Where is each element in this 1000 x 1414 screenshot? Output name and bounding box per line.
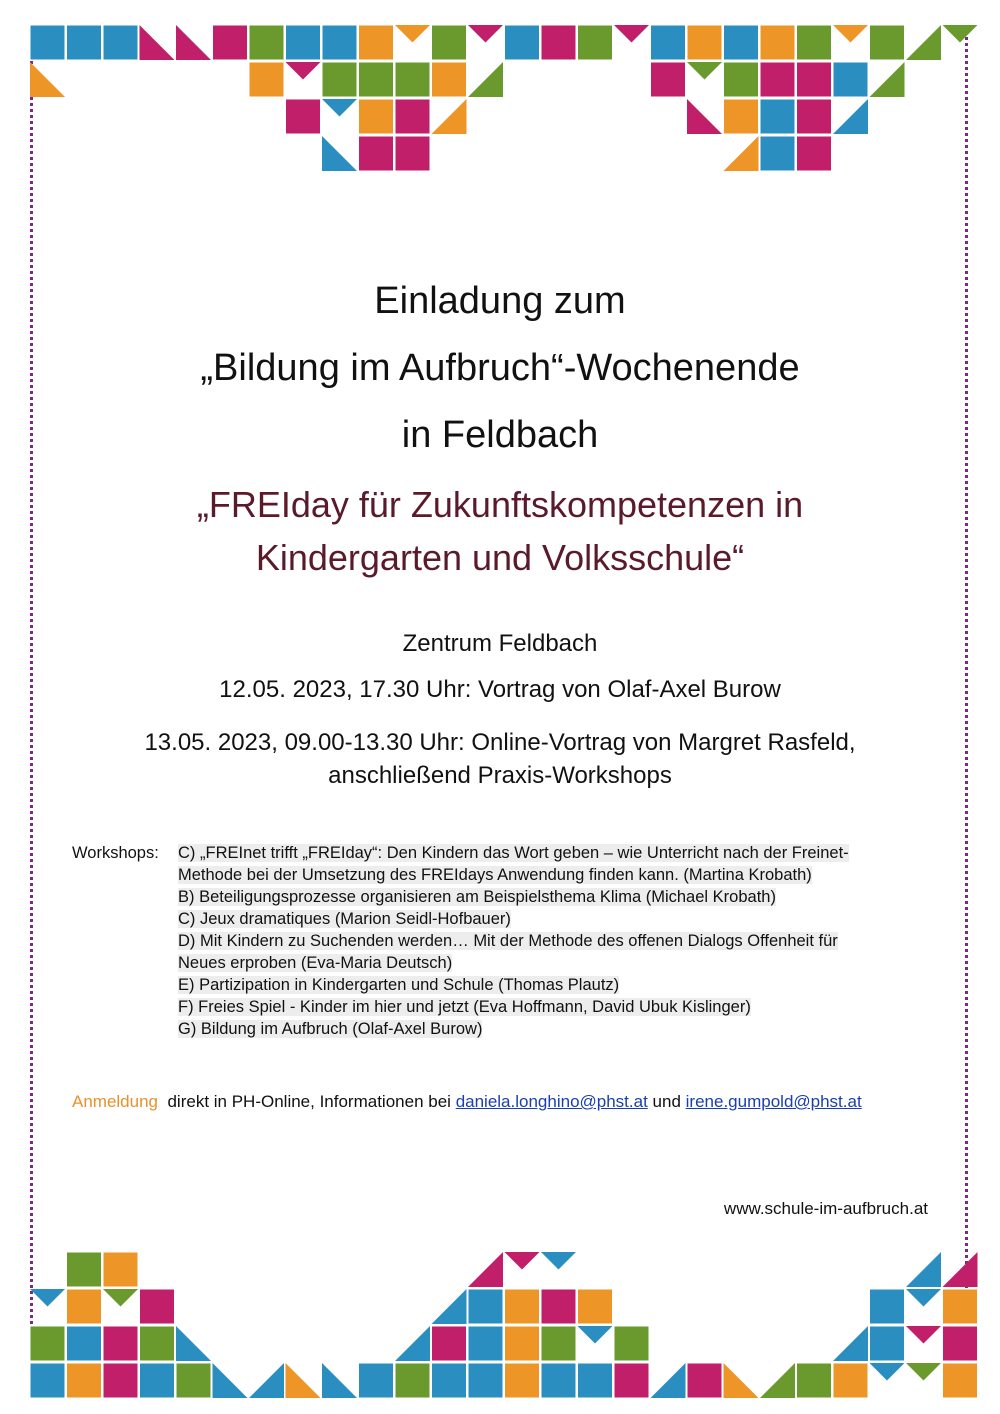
mosaic-triangle bbox=[249, 1363, 284, 1398]
mosaic-triangle bbox=[870, 1363, 905, 1381]
mosaic-triangle bbox=[140, 25, 175, 60]
workshop-item: G) Bildung im Aufbruch (Olaf-Axel Burow) bbox=[178, 1020, 483, 1038]
mosaic-tile bbox=[140, 1363, 175, 1398]
mosaic-tile bbox=[505, 1289, 540, 1324]
mosaic-tile bbox=[67, 1326, 102, 1361]
mosaic-tile bbox=[286, 99, 321, 134]
mosaic-triangle bbox=[833, 99, 868, 134]
mosaic-triangle bbox=[906, 1363, 941, 1381]
mosaic-triangle bbox=[176, 25, 211, 60]
mosaic-tile bbox=[468, 1289, 503, 1324]
registration-connector: und bbox=[652, 1092, 681, 1111]
mosaic-tile bbox=[943, 1326, 978, 1361]
mosaic-tile bbox=[140, 1326, 175, 1361]
email-link-1[interactable]: daniela.longhino@phst.at bbox=[455, 1092, 648, 1111]
mosaic-tile bbox=[432, 1326, 467, 1361]
mosaic-triangle bbox=[468, 1252, 503, 1287]
mosaic-triangle bbox=[30, 62, 65, 97]
mosaic-tile bbox=[870, 1326, 905, 1361]
mosaic-tile bbox=[249, 25, 284, 60]
left-dotted-border bbox=[30, 30, 33, 1384]
workshops-list bbox=[178, 842, 918, 1040]
mosaic-triangle bbox=[870, 62, 905, 97]
mosaic-triangle bbox=[833, 1326, 868, 1361]
mosaic-triangle bbox=[906, 1252, 941, 1287]
mosaic-tile bbox=[468, 1363, 503, 1398]
mosaic-tile bbox=[724, 99, 759, 134]
event-line-2a: 13.05. 2023, 09.00-13.30 Uhr: Online-Vortrag von Margret Rasfeld, bbox=[144, 729, 856, 756]
mosaic-tile bbox=[578, 25, 613, 60]
mosaic-tile bbox=[833, 62, 868, 97]
mosaic-triangle bbox=[213, 1363, 248, 1398]
mosaic-tile bbox=[286, 25, 321, 60]
mosaic-tile bbox=[505, 1326, 540, 1361]
mosaic-tile bbox=[249, 62, 284, 97]
mosaic-triangle bbox=[760, 1363, 795, 1398]
subtitle bbox=[0, 478, 1000, 584]
mosaic-tile bbox=[432, 62, 467, 97]
workshop-item: F) Freies Spiel - Kinder im hier und jetzt (Eva Hoffmann, David Ubuk Kislinger) bbox=[178, 998, 751, 1016]
mosaic-tile bbox=[395, 1363, 430, 1398]
mosaic-tile bbox=[176, 1363, 211, 1398]
mosaic-triangle bbox=[432, 99, 467, 134]
mosaic-triangle bbox=[468, 25, 503, 43]
workshops-label: Workshops: bbox=[72, 844, 159, 862]
workshop-item: B) Beteiligungsprozesse organisieren am Beispielsthema Klima (Michael Krobath) bbox=[178, 888, 776, 906]
mosaic-tile bbox=[322, 25, 357, 60]
mosaic-triangle bbox=[906, 1289, 941, 1307]
mosaic-triangle bbox=[943, 25, 978, 43]
mosaic-tile bbox=[687, 25, 722, 60]
registration-text: direkt in PH-Online, Informationen bei bbox=[167, 1092, 451, 1111]
mosaic-tile bbox=[578, 1289, 613, 1324]
mosaic-triangle bbox=[541, 1252, 576, 1270]
mosaic-triangle bbox=[176, 1326, 211, 1361]
mosaic-tile bbox=[395, 136, 430, 171]
workshop-item: D) Mit Kindern zu Suchenden werden… Mit der Methode des offenen Dialogs Offenheit für bbox=[178, 932, 838, 950]
mosaic-tile bbox=[432, 1363, 467, 1398]
mosaic-tile bbox=[468, 1326, 503, 1361]
mosaic-tile bbox=[541, 1363, 576, 1398]
mosaic-tile bbox=[322, 62, 357, 97]
mosaic-tile bbox=[870, 1289, 905, 1324]
mosaic-tile bbox=[943, 1289, 978, 1324]
mosaic-tile bbox=[432, 25, 467, 60]
mosaic-tile bbox=[797, 136, 832, 171]
mosaic-tile bbox=[760, 136, 795, 171]
workshop-item: C) Jeux dramatiques (Marion Seidl-Hofbauer) bbox=[178, 910, 511, 928]
bottom-mosaic-decoration bbox=[0, 1240, 1000, 1400]
mosaic-triangle bbox=[578, 1326, 613, 1344]
mosaic-triangle bbox=[505, 1252, 540, 1270]
registration-label: Anmeldung bbox=[72, 1092, 159, 1111]
mosaic-triangle bbox=[651, 1363, 686, 1398]
mosaic-tile bbox=[760, 25, 795, 60]
mosaic-tile bbox=[724, 62, 759, 97]
mosaic-tile bbox=[359, 136, 394, 171]
title-line-2: „Bildung im Aufbruch“-Wochenende bbox=[200, 347, 800, 389]
mosaic-tile bbox=[67, 25, 102, 60]
mosaic-triangle bbox=[687, 62, 722, 80]
event-line-2 bbox=[0, 726, 1000, 792]
mosaic-tile bbox=[505, 25, 540, 60]
mosaic-triangle bbox=[468, 62, 503, 97]
mosaic-tile bbox=[103, 1326, 138, 1361]
mosaic-tile bbox=[833, 1363, 868, 1398]
mosaic-tile bbox=[213, 25, 248, 60]
mosaic-tile bbox=[30, 1326, 65, 1361]
email-link-2[interactable]: irene.gumpold@phst.at bbox=[685, 1092, 862, 1111]
mosaic-tile bbox=[395, 99, 430, 134]
registration-line bbox=[72, 1092, 952, 1112]
mosaic-triangle bbox=[395, 25, 430, 43]
mosaic-triangle bbox=[432, 1289, 467, 1324]
title-block bbox=[0, 268, 1000, 469]
mosaic-triangle bbox=[286, 1363, 321, 1398]
mosaic-triangle bbox=[614, 25, 649, 43]
subtitle-line-1: „FREIday für Zukunftskompetenzen in bbox=[196, 484, 804, 525]
mosaic-triangle bbox=[103, 1289, 138, 1307]
top-mosaic-decoration bbox=[0, 25, 1000, 185]
mosaic-tile bbox=[359, 25, 394, 60]
mosaic-tile bbox=[67, 1289, 102, 1324]
mosaic-tile bbox=[760, 62, 795, 97]
mosaic-tile bbox=[797, 1363, 832, 1398]
mosaic-tile bbox=[614, 1326, 649, 1361]
mosaic-triangle bbox=[322, 99, 357, 117]
mosaic-triangle bbox=[30, 1289, 65, 1307]
workshop-item: C) „FREInet trifft „FREIday“: Den Kindern das Wort geben – wie Unterricht nach der Freinet- bbox=[178, 844, 849, 862]
mosaic-triangle bbox=[322, 136, 357, 171]
mosaic-tile bbox=[103, 25, 138, 60]
title-line-3: in Feldbach bbox=[401, 414, 599, 456]
mosaic-tile bbox=[359, 62, 394, 97]
event-line-1: 12.05. 2023, 17.30 Uhr: Vortrag von Olaf-Axel Burow bbox=[219, 676, 781, 703]
mosaic-triangle bbox=[322, 1363, 357, 1398]
mosaic-tile bbox=[578, 1363, 613, 1398]
mosaic-tile bbox=[505, 1363, 540, 1398]
mosaic-tile bbox=[943, 1363, 978, 1398]
right-dotted-border bbox=[965, 30, 968, 1384]
mosaic-tile bbox=[30, 1363, 65, 1398]
mosaic-tile bbox=[651, 62, 686, 97]
mosaic-triangle bbox=[943, 1252, 978, 1287]
subtitle-line-2: Kindergarten und Volksschule“ bbox=[255, 537, 745, 578]
website-url: www.schule-im-aufbruch.at bbox=[723, 1199, 928, 1218]
mosaic-tile bbox=[797, 25, 832, 60]
mosaic-triangle bbox=[906, 25, 941, 60]
mosaic-triangle bbox=[724, 1363, 759, 1398]
mosaic-tile bbox=[870, 25, 905, 60]
mosaic-tile bbox=[67, 1363, 102, 1398]
mosaic-tile bbox=[541, 1326, 576, 1361]
mosaic-tile bbox=[140, 1289, 175, 1324]
mosaic-triangle bbox=[724, 136, 759, 171]
event-line-2b: anschließend Praxis-Workshops bbox=[328, 762, 672, 789]
mosaic-tile bbox=[359, 99, 394, 134]
mosaic-tile bbox=[103, 1363, 138, 1398]
venue: Zentrum Feldbach bbox=[402, 630, 598, 657]
mosaic-tile bbox=[67, 1252, 102, 1287]
mosaic-tile bbox=[614, 1363, 649, 1398]
mosaic-tile bbox=[395, 62, 430, 97]
workshop-item: Neues erproben (Eva-Maria Deutsch) bbox=[178, 954, 453, 972]
mosaic-triangle bbox=[833, 25, 868, 43]
mosaic-tile bbox=[797, 99, 832, 134]
mosaic-triangle bbox=[395, 1326, 430, 1361]
mosaic-tile bbox=[687, 1363, 722, 1398]
mosaic-triangle bbox=[286, 62, 321, 80]
mosaic-tile bbox=[797, 62, 832, 97]
workshop-item: Methode bei der Umsetzung des FREIdays Anwendung finden kann. (Martina Krobath) bbox=[178, 866, 812, 884]
mosaic-tile bbox=[103, 1252, 138, 1287]
mosaic-tile bbox=[651, 25, 686, 60]
workshop-item: E) Partizipation in Kindergarten und Schule (Thomas Plautz) bbox=[178, 976, 620, 994]
mosaic-triangle bbox=[687, 99, 722, 134]
mosaic-triangle bbox=[906, 1326, 941, 1344]
title-line-1: Einladung zum bbox=[374, 280, 626, 322]
mosaic-tile bbox=[760, 99, 795, 134]
mosaic-tile bbox=[724, 25, 759, 60]
mosaic-tile bbox=[541, 25, 576, 60]
mosaic-tile bbox=[30, 25, 65, 60]
mosaic-tile bbox=[541, 1289, 576, 1324]
mosaic-tile bbox=[359, 1363, 394, 1398]
